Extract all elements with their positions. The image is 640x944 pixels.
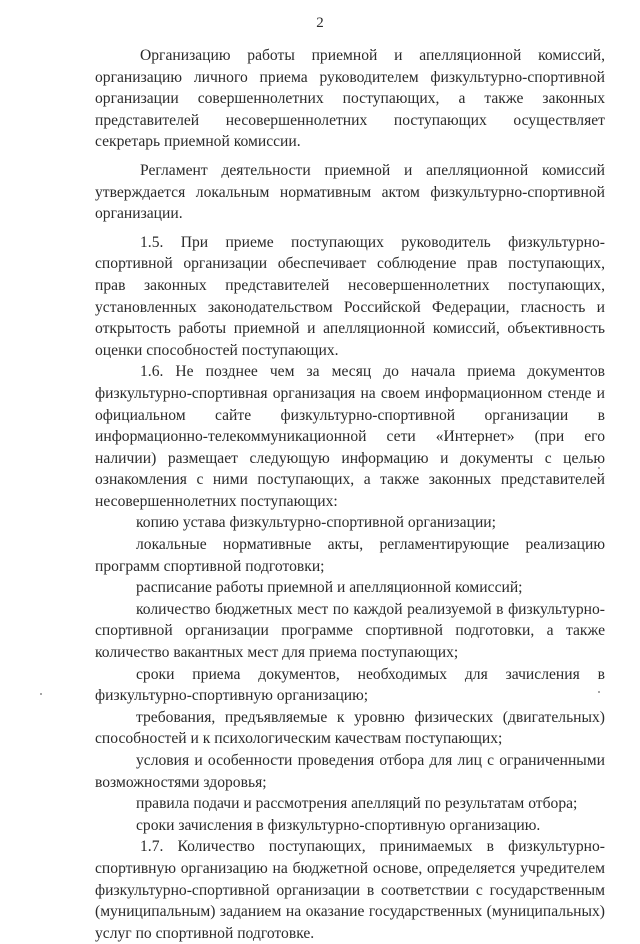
scan-speck [40,693,42,695]
list-item: сроки зачисления в физкультурно-спортивную организацию. [136,816,541,834]
list-item: условия и особенности проведения отбора для лиц с ограниченными возможностями здоровья; [95,752,605,791]
paragraph-commission-organization: Организацию работы приемной и апелляционной комиссий, организацию личного приема руководителем физкультурно-спортивной организации совершеннолетних поступающих, а также законных представителей несовершеннолетних поступающих осуществляет секретарь приемной комиссии. [95,47,605,151]
scan-speck [598,691,600,693]
list-item: правила подачи и рассмотрения апелляций по результатам отбора; [136,795,578,813]
paragraph-1-7: 1.7. Количество поступающих, принимаемых в физкультурно-спортивную организацию на бюджетной основе, определяется учредителем физкультурно-спортивной организации в соответствии с государственным (муниципальным) заданием на оказание государственных (муниципальных) услуг по спортивной подготовке. [95,838,605,942]
list-item: количество бюджетных мест по каждой реализуемой в физкультурно-спортивной организации программе спортивной подготовки, а также количество вакантных мест для приема поступающих; [95,600,605,662]
information-list [95,512,605,836]
list-item: расписание работы приемной и апелляционной комиссий; [136,579,523,597]
list-item: сроки приема документов, необходимых для зачисления в физкультурно-спортивную организацию; [95,665,605,705]
list-item: копию устава физкультурно-спортивной организации; [136,514,496,532]
scan-speck [598,467,600,469]
page-number: 2 [316,15,324,31]
paragraph-1-5: 1.5. При приеме поступающих руководитель физкультурно-спортивной организации обеспечивает соблюдение прав поступающих, прав законных представителей несовершеннолетних поступающих, установленных законодательством Российской Федерации, гласность и открытость работы приемной и апелляционной комиссий, объективность оценки способностей поступающих. [95,233,605,359]
document-body [95,45,605,944]
paragraph-1-6: 1.6. Не позднее чем за месяц до начала приема документов физкультурно-спортивная организация на своем информационном стенде и официальном сайте физкультурно-спортивной организации в информационно-телекоммуникационной сети «Интернет» (при его наличии) размещает следующую информацию и документы с целью ознакомления с ними поступающих, а также законных представителей несовершеннолетних поступающих: [95,363,605,510]
list-item: локальные нормативные акты, регламентирующие реализацию программ спортивной подготовки; [95,536,605,575]
list-item: требования, предъявляемые к уровню физических (двигательных) способностей и к психологическим качествам поступающих; [95,708,605,748]
paragraph-commission-regulation: Регламент деятельности приемной и апелляционной комиссий утверждается локальным нормативным актом физкультурно-спортивной организации. [95,161,605,223]
